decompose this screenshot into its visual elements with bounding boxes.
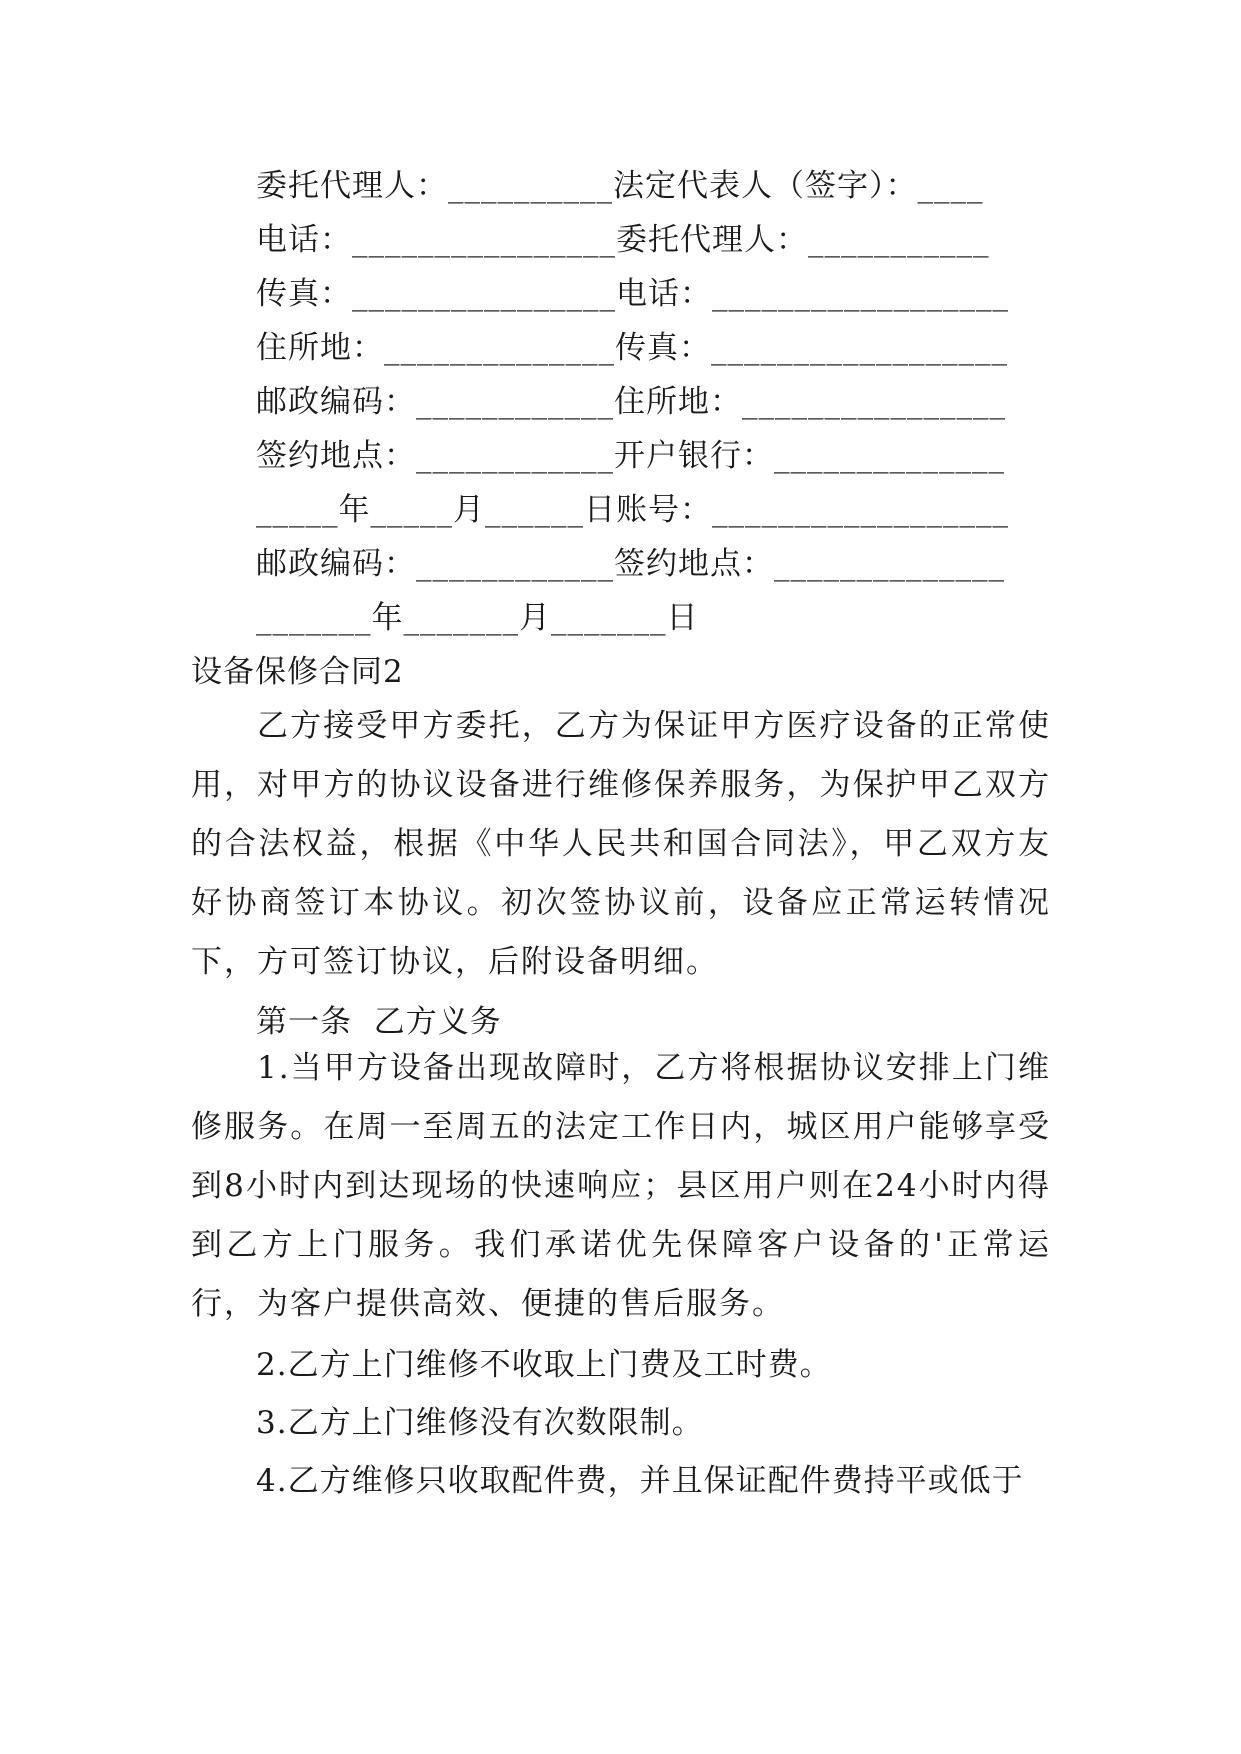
signature-row-1: 委托代理人：__________法定代表人（签字）：____ xyxy=(256,168,984,204)
signature-row-6: 签约地点：____________开户银行：______________ xyxy=(256,438,1005,474)
signature-row-2: 电话：________________委托代理人：___________ xyxy=(256,222,990,258)
signature-row-4: 住所地：______________传真：__________________ xyxy=(256,330,1008,366)
clause-1-paragraph: 1.当甲方设备出现故障时，乙方将根据协议安排上门维修服务。在周一至周五的法定工作日内，城区用户能够享受到8小时内到达现场的快速响应；县区用户则在24小时内得到乙方上门服务。我们承诺优先保障客户设备的'正常运行，为客户提供高效、便捷的售后服务。 xyxy=(191,1050,1051,1322)
clause-4: 4.乙方维修只收取配件费，并且保证配件费持平或低于 xyxy=(256,1463,1024,1499)
article-1-title: 第一条 乙方义务 xyxy=(256,1004,502,1040)
intro-paragraph: 乙方接受甲方委托，乙方为保证甲方医疗设备的正常使用，对甲方的协议设备进行维修保养服务，为保护甲乙双方的合法权益，根据《中华人民共和国合同法》，甲乙双方友好协商签订本协议。初次签协议前，设备应正常运转情况下，方可签订协议，后附设备明细。 xyxy=(191,708,1051,980)
clause-2: 2.乙方上门维修不收取上门费及工时费。 xyxy=(256,1347,832,1383)
contract-title: 设备保修合同2 xyxy=(191,654,404,690)
signature-row-7: _____年_____月______日账号：__________________ xyxy=(256,492,1009,528)
clause-3: 3.乙方上门维修没有次数限制。 xyxy=(256,1405,704,1441)
signature-row-8: 邮政编码：____________签约地点：______________ xyxy=(256,546,1005,582)
signature-row-9: _______年_______月_______日 xyxy=(256,600,699,636)
signature-row-5: 邮政编码：____________住所地：________________ xyxy=(256,384,1006,420)
signature-row-3: 传真：________________电话：__________________ xyxy=(256,276,1009,312)
